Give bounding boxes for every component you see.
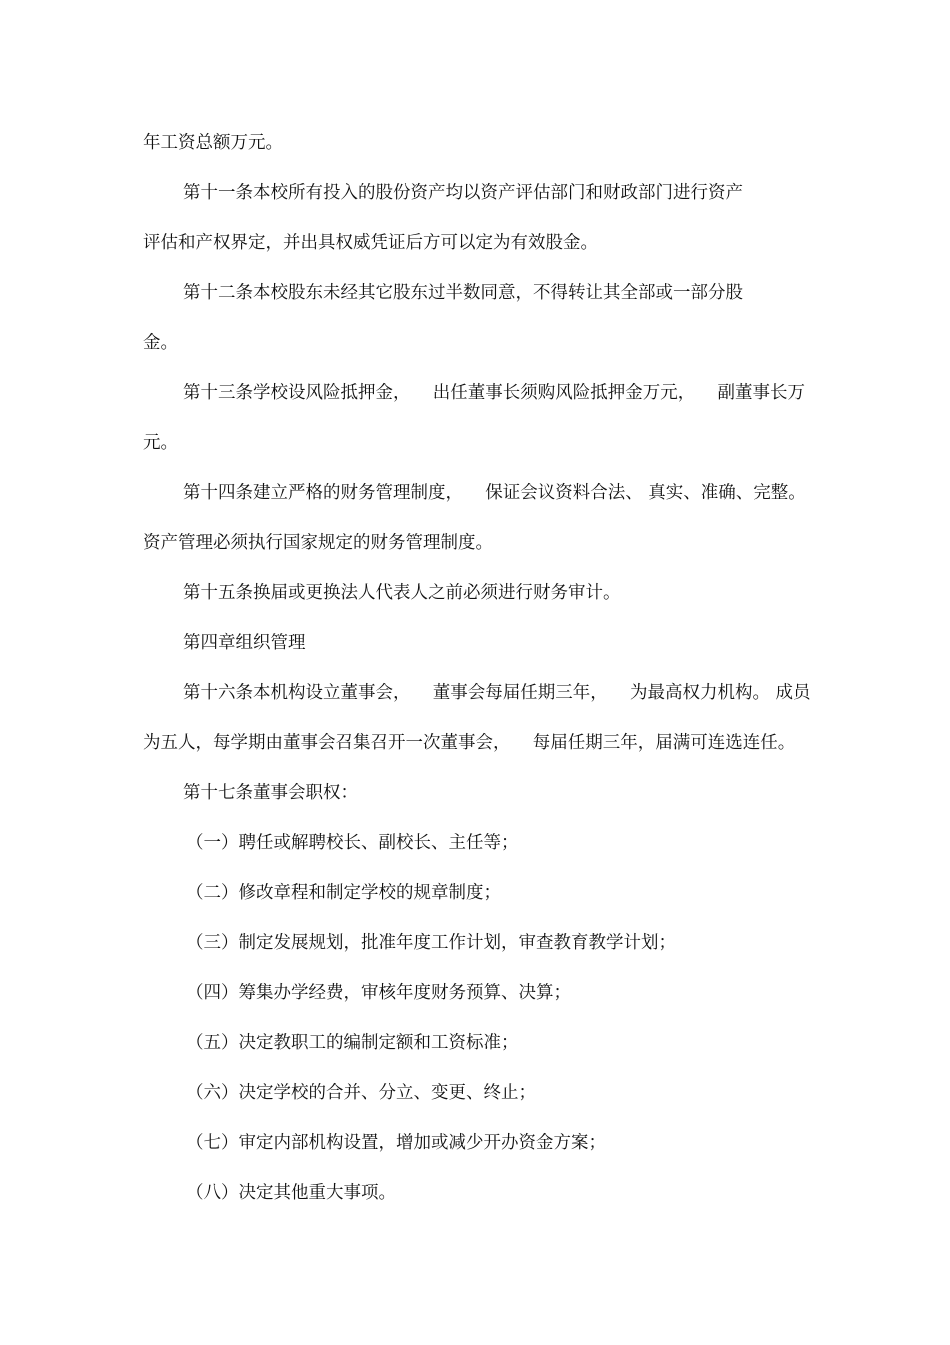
text-line: 第十四条建立严格的财务管理制度， 保证会议资料合法、 真实、准确、完整。 (183, 483, 806, 503)
list-item: （二）修改章程和制定学校的规章制度； (186, 883, 501, 903)
list-item: （七）审定内部机构设置，增加或减少开办资金方案； (186, 1133, 606, 1153)
list-item: （八）决定其他重大事项。 (186, 1183, 396, 1203)
list-item: （四）筹集办学经费，审核年度财务预算、决算； (186, 983, 571, 1003)
text-line: 评估和产权界定，并出具权威凭证后方可以定为有效股金。 (143, 233, 598, 253)
text-line: 元。 (143, 433, 178, 453)
text-line: 第十一条本校所有投入的股份资产均以资产评估部门和财政部门进行资产 (183, 183, 743, 203)
text-line: 第十二条本校股东未经其它股东过半数同意，不得转让其全部或一部分股 (183, 283, 743, 303)
text-line: 为五人，每学期由董事会召集召开一次董事会， 每届任期三年，届满可连选连任。 (143, 733, 796, 753)
text-line: 第十五条换届或更换法人代表人之前必须进行财务审计。 (183, 583, 621, 603)
text-line: 第十三条学校设风险抵押金， 出任董事长须购风险抵押金万元， 副董事长万 (183, 383, 805, 403)
list-item: （三）制定发展规划，批准年度工作计划，审查教育教学计划； (186, 933, 676, 953)
text-line: 金。 (143, 333, 178, 353)
list-item: （五）决定教职工的编制定额和工资标准； (186, 1033, 519, 1053)
list-item: （一）聘任或解聘校长、副校长、主任等； (186, 833, 519, 853)
text-line: 年工资总额万元。 (143, 133, 283, 153)
text-line: 第十七条董事会职权： (183, 783, 358, 803)
chapter-heading: 第四章组织管理 (183, 633, 306, 653)
list-item: （六）决定学校的合并、分立、变更、终止； (186, 1083, 536, 1103)
text-line: 第十六条本机构设立董事会， 董事会每届任期三年， 为最高权力机构。 成员 (183, 683, 811, 703)
text-line: 资产管理必须执行国家规定的财务管理制度。 (143, 533, 493, 553)
